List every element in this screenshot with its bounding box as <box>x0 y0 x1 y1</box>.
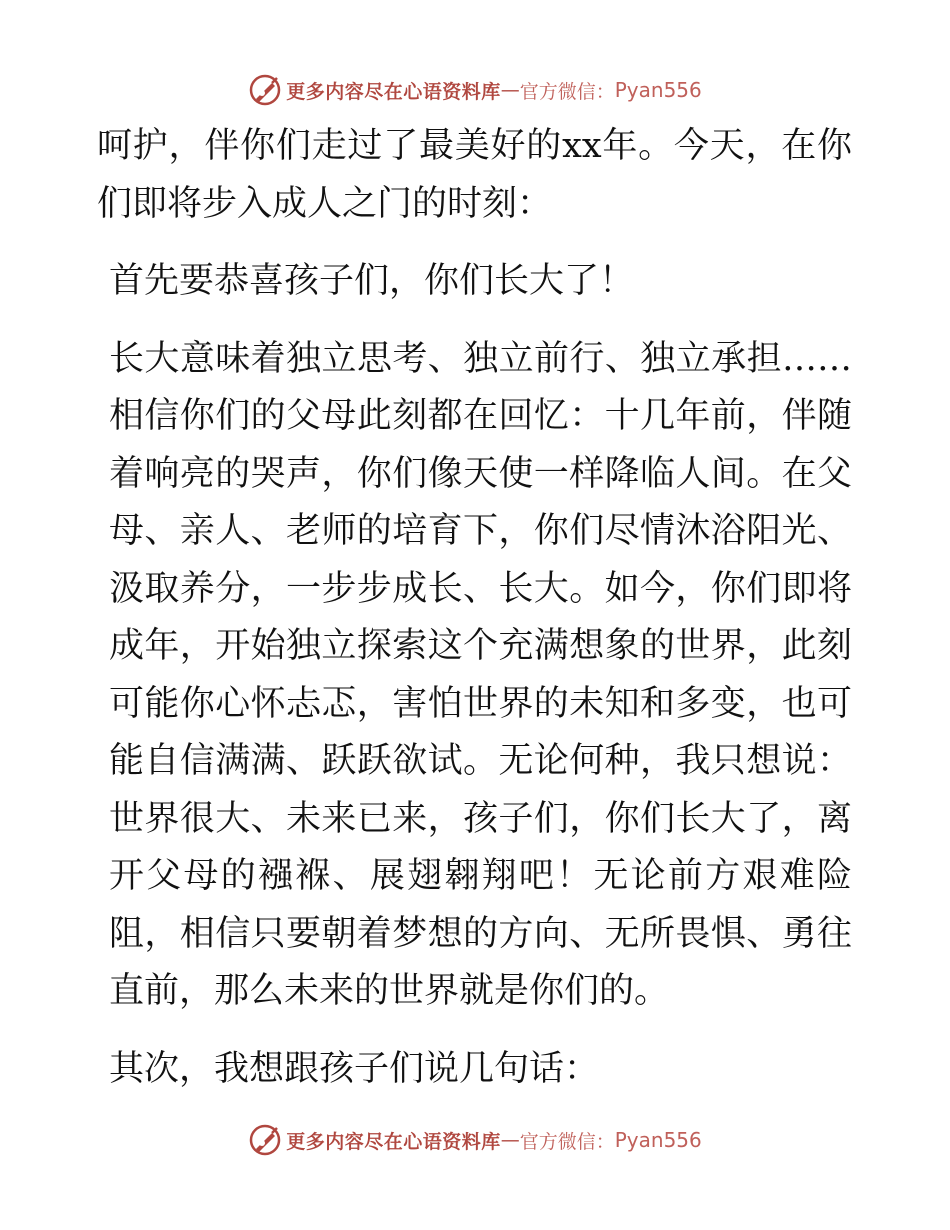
banner-separator: — <box>500 1129 520 1151</box>
banner-wechat-label: 官方微信： <box>519 80 615 103</box>
quill-logo-icon <box>248 73 282 107</box>
banner-separator: — <box>500 79 520 101</box>
paragraph: 首先要恭喜孩子们，你们长大了！ <box>109 261 635 301</box>
quill-logo-icon <box>248 1123 282 1157</box>
paragraph: 其次，我想跟孩子们说几句话： <box>109 1048 600 1089</box>
banner-site-text: 更多内容尽在心语资料库 <box>286 80 501 103</box>
banner-site-text: 更多内容尽在心语资料库 <box>286 1130 501 1153</box>
banner-wechat-id: Pyan556 <box>614 1128 702 1152</box>
banner-wechat-id: Pyan556 <box>614 78 702 102</box>
banner-wechat-label: 官方微信： <box>519 1130 615 1153</box>
paragraph: 呵护，伴你们走过了最美好的xx年。今天，在你们即将步入成人之门的时刻： <box>97 126 852 224</box>
document-body <box>97 118 852 1098</box>
paragraph: 长大意味着独立思考、独立前行、独立承担……相信你们的父母此刻都在回忆：十几年前，伴随着响亮的哭声，你们像天使一样降临人间。在父母、亲人、老师的培育下，你们尽情沐浴阳光、汲取养分，一步步成长、长大。如今，你们即将成年，开始独立探索这个充满想象的世界，此刻可能你心怀忐忑，害怕世界的未知和多变，也可能自信满满、跃跃欲试。无论何种，我只想说：世界很大、未来已来，孩子们，你们长大了，离开父母的襁褓、展翅翱翔吧！无论前方艰难险阻，相信只要朝着梦想的方向、无所畏惧、勇往直前，那么未来的世界就是你们的。 <box>109 338 852 1011</box>
footer-banner <box>0 1120 950 1160</box>
header-banner <box>0 70 950 110</box>
